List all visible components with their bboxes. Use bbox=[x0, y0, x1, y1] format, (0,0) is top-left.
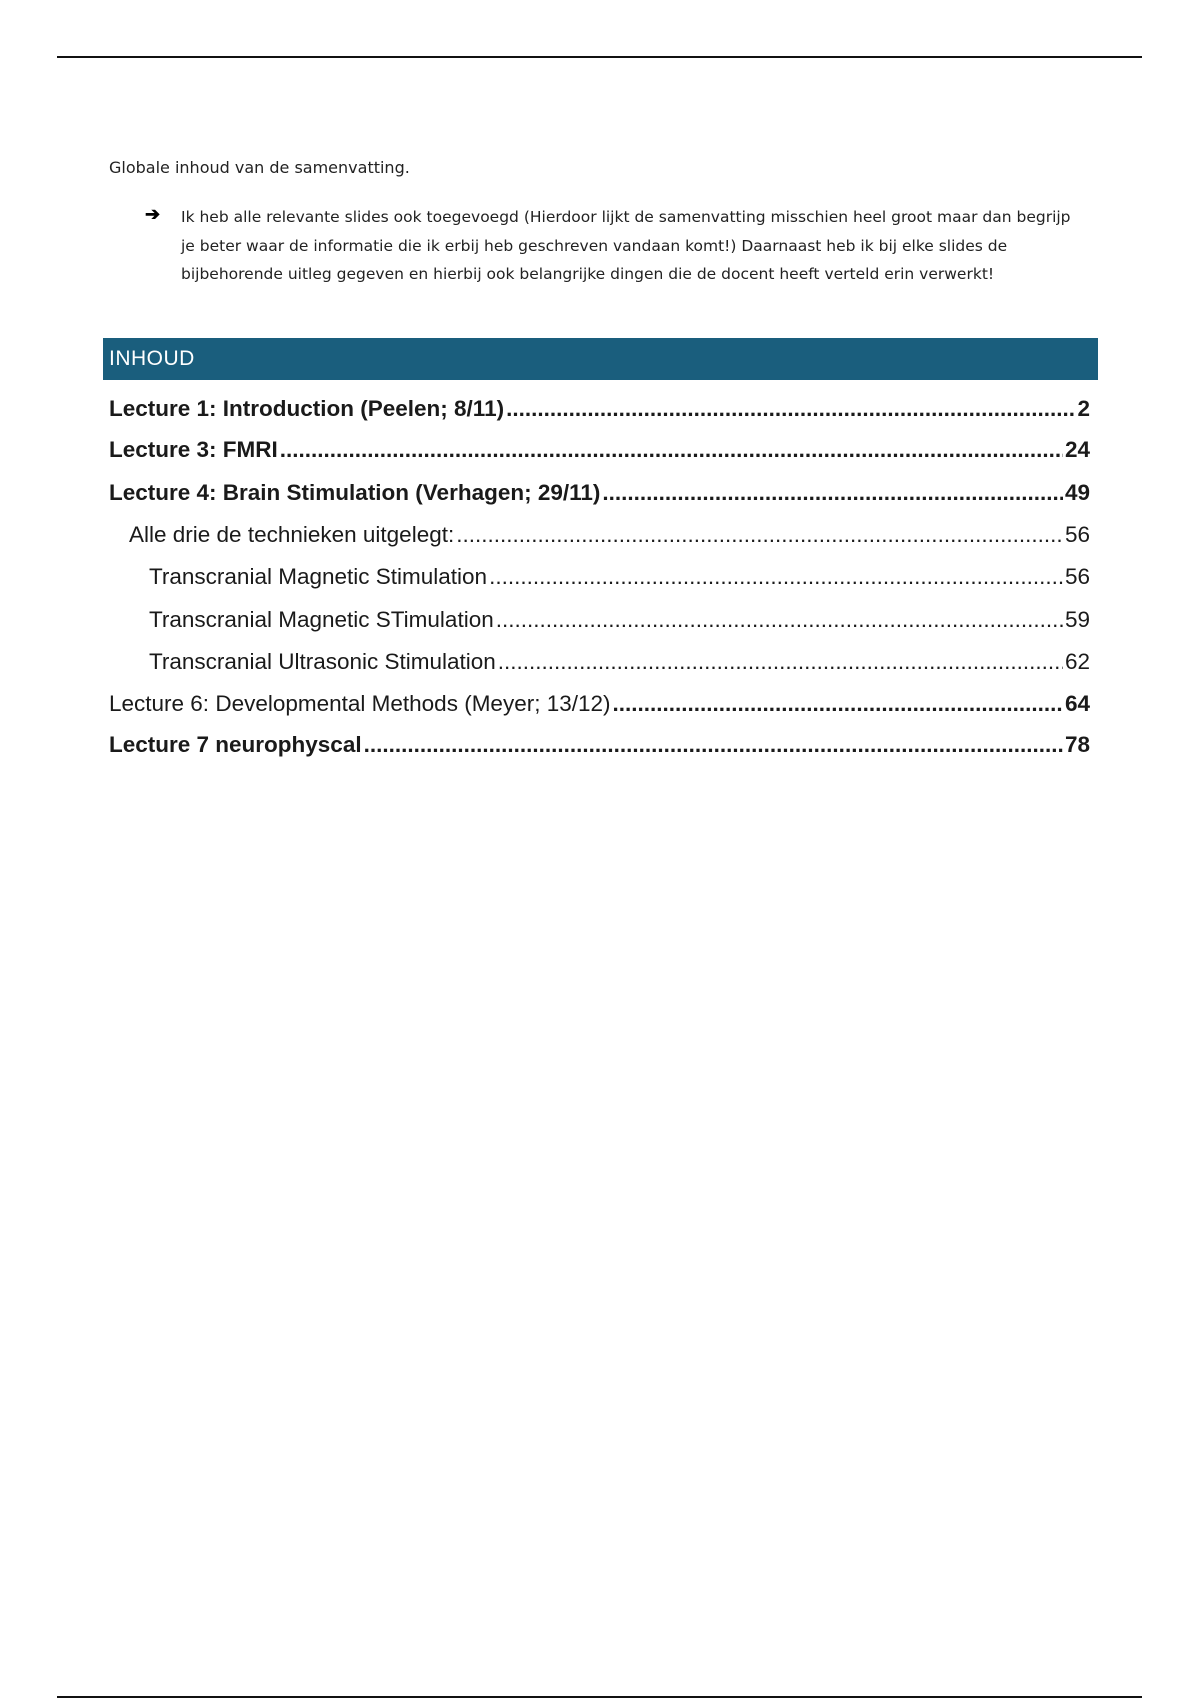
toc-entry-lecture-7[interactable] bbox=[109, 724, 1090, 758]
toc-leader-dots bbox=[506, 396, 1075, 422]
toc-entry-label: Transcranial Ultrasonic Stimulation bbox=[149, 649, 496, 674]
toc-entry-alle-drie[interactable] bbox=[109, 514, 1090, 548]
toc-leader-dots bbox=[498, 649, 1063, 675]
toc-entry-label: Lecture 6: Developmental Methods (Meyer; 13/12) bbox=[109, 691, 611, 716]
toc-entry-tus[interactable] bbox=[109, 641, 1090, 675]
toc-heading: INHOUD bbox=[109, 347, 195, 370]
toc-leader-dots bbox=[602, 480, 1063, 506]
toc-entry-page: 64 bbox=[1064, 691, 1090, 716]
toc-entry-label: Lecture 7 neurophyscal bbox=[109, 732, 362, 757]
toc-entry-page: 59 bbox=[1064, 607, 1090, 632]
toc-leader-dots bbox=[364, 732, 1063, 758]
toc-leader-dots bbox=[280, 437, 1063, 463]
toc-leader-dots bbox=[489, 564, 1063, 590]
toc-entry-label: Alle drie de technieken uitgelegt: bbox=[129, 522, 455, 547]
toc-entry-page: 24 bbox=[1064, 437, 1090, 462]
toc-heading-bar bbox=[103, 338, 1098, 380]
toc-leader-dots bbox=[456, 522, 1063, 548]
toc-entry-label: Lecture 1: Introduction (Peelen; 8/11) bbox=[109, 396, 505, 421]
toc-entry-lecture-6[interactable] bbox=[109, 683, 1090, 717]
toc-entry-page: 78 bbox=[1064, 732, 1090, 757]
footer-rule bbox=[57, 1696, 1142, 1698]
toc-entry-lecture-1[interactable] bbox=[109, 388, 1090, 422]
toc-entry-label: Transcranial Magnetic STimulation bbox=[149, 607, 494, 632]
toc-entry-lecture-4[interactable] bbox=[109, 472, 1090, 506]
intro-text: Globale inhoud van de samenvatting. bbox=[109, 158, 410, 177]
arrow-right-icon: ➔ bbox=[145, 204, 161, 224]
header-rule bbox=[57, 56, 1142, 58]
toc-entry-page: 56 bbox=[1064, 564, 1090, 589]
bullet-text: Ik heb alle relevante slides ook toegevoegd (Hierdoor lijkt de samenvatting misschien heel groot maar dan begrijp je beter waar de informatie die ik erbij heb geschreven vandaan komt!) Daarnaast heb ik bij elke slides de bijbehorende uitleg gegeven en hierbij ook belangrijke dingen die de docent heeft verteld erin verwerkt! bbox=[181, 208, 1071, 283]
toc-leader-dots bbox=[613, 691, 1063, 717]
toc-entry-label: Lecture 4: Brain Stimulation (Verhagen; 29/11) bbox=[109, 480, 601, 505]
toc-entry-tms-2[interactable] bbox=[109, 599, 1090, 633]
toc-leader-dots bbox=[496, 607, 1063, 633]
toc-entry-page: 56 bbox=[1064, 522, 1090, 547]
toc-entry-label: Transcranial Magnetic Stimulation bbox=[149, 564, 488, 589]
toc-entry-lecture-3[interactable] bbox=[109, 429, 1090, 463]
toc-entry-page: 62 bbox=[1064, 649, 1090, 674]
toc-entry-tms-1[interactable] bbox=[109, 556, 1090, 590]
toc-entry-page: 49 bbox=[1064, 480, 1090, 505]
toc-entry-page: 2 bbox=[1077, 396, 1090, 421]
toc-entry-label: Lecture 3: FMRI bbox=[109, 437, 278, 462]
